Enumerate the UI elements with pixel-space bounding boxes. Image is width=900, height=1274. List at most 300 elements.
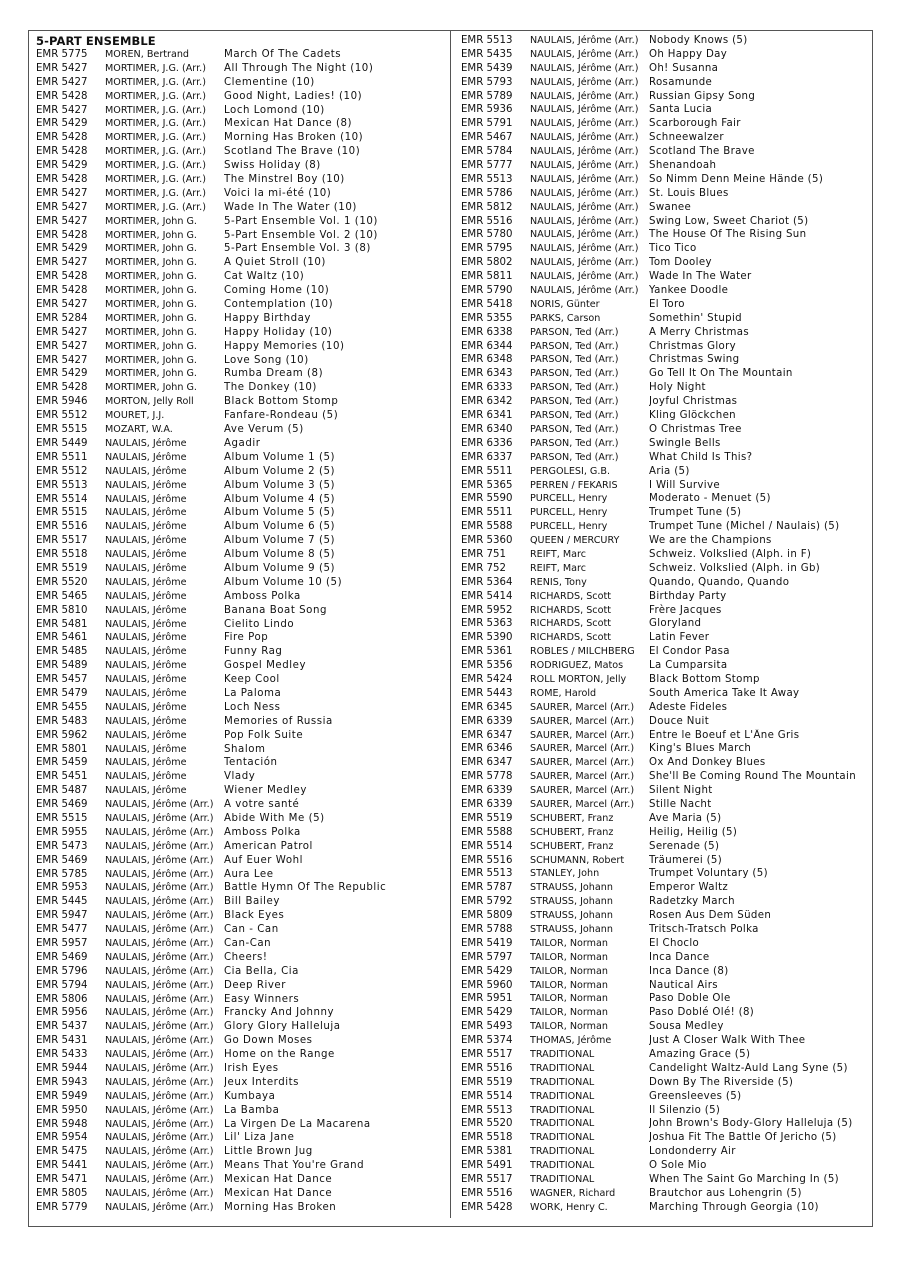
- composer-name: NAULAIS, Jérôme: [105, 604, 187, 616]
- composer-name: SAURER, Marcel (Arr.): [530, 715, 635, 727]
- composer-name: TRADITIONAL: [530, 1049, 595, 1061]
- catalog-number: EMR 5427: [36, 299, 88, 311]
- piece-title: Schweiz. Volkslied (Alph. in F): [649, 548, 812, 560]
- piece-title: Mexican Hat Dance (8): [224, 118, 353, 130]
- composer-name: NAULAIS, Jérôme (Arr.): [530, 90, 639, 102]
- catalog-entry: [36, 506, 336, 520]
- composer-name: NAULAIS, Jérôme: [105, 535, 187, 547]
- catalog-number: EMR 5588: [461, 521, 513, 533]
- catalog-number: EMR 5418: [461, 298, 513, 310]
- piece-title: Shenandoah: [649, 160, 717, 172]
- catalog-number: EMR 5513: [36, 479, 88, 491]
- piece-title: Kumbaya: [224, 1090, 276, 1102]
- catalog-number: EMR 5949: [36, 1090, 88, 1102]
- composer-name: MORTIMER, John G.: [105, 271, 197, 283]
- catalog-number: EMR 6339: [461, 715, 513, 727]
- catalog-number: EMR 751: [461, 548, 506, 560]
- catalog-entry: [36, 1020, 341, 1034]
- catalog-number: EMR 5429: [36, 368, 88, 380]
- catalog-number: EMR 5519: [461, 1076, 513, 1088]
- piece-title: She'll Be Coming Round The Mountain: [649, 771, 857, 783]
- catalog-number: EMR 5428: [36, 271, 88, 283]
- catalog-entry: [36, 381, 317, 395]
- catalog-number: EMR 5428: [461, 1201, 513, 1213]
- catalog-number: EMR 5483: [36, 715, 88, 727]
- catalog-number: EMR 5943: [36, 1076, 88, 1088]
- piece-title: Holy Night: [649, 382, 706, 394]
- piece-title: St. Louis Blues: [649, 187, 729, 199]
- catalog-entry: [36, 312, 312, 326]
- catalog-entry: [36, 145, 361, 159]
- catalog-number: EMR 5428: [36, 174, 88, 186]
- piece-title: Little Brown Jug: [224, 1146, 313, 1158]
- piece-title: Banana Boat Song: [224, 604, 327, 616]
- composer-name: PURCELL, Henry: [530, 493, 608, 505]
- catalog-number: EMR 5461: [36, 632, 88, 644]
- composer-name: NAULAIS, Jérôme: [105, 674, 187, 686]
- catalog-number: EMR 5428: [36, 382, 88, 394]
- catalog-entry: [36, 770, 256, 784]
- catalog-entry: [36, 229, 378, 243]
- piece-title: Battle Hymn Of The Republic: [224, 882, 387, 894]
- catalog-number: EMR 5429: [36, 160, 88, 172]
- composer-name: RODRIGUEZ, Matos: [530, 660, 624, 672]
- catalog-number: EMR 5947: [36, 910, 88, 922]
- piece-title: Mexican Hat Dance: [224, 1188, 333, 1200]
- catalog-number: EMR 5511: [461, 465, 513, 477]
- catalog-entry: [36, 548, 336, 562]
- catalog-number: EMR 5363: [461, 618, 513, 630]
- catalog-number: EMR 5812: [461, 201, 513, 213]
- composer-name: PARSON, Ted (Arr.): [530, 340, 619, 352]
- catalog-number: EMR 5491: [461, 1160, 513, 1172]
- catalog-number: EMR 5778: [461, 771, 513, 783]
- piece-title: Paso Doble Ole: [649, 993, 731, 1005]
- piece-title: Swingle Bells: [649, 437, 721, 449]
- piece-title: John Brown's Body-Glory Halleluja (5): [649, 1118, 853, 1130]
- catalog-number: EMR 5513: [461, 868, 513, 880]
- catalog-entry: [36, 854, 303, 868]
- composer-name: PARSON, Ted (Arr.): [530, 354, 619, 366]
- composer-name: NAULAIS, Jérôme (Arr.): [105, 1132, 214, 1144]
- composer-name: NAULAIS, Jérôme (Arr.): [105, 1076, 214, 1088]
- composer-name: NAULAIS, Jérôme: [105, 660, 187, 672]
- piece-title: Träumerei (5): [649, 854, 723, 866]
- piece-title: Jeux Interdits: [224, 1076, 300, 1088]
- composer-name: TAILOR, Norman: [530, 979, 608, 991]
- catalog-entry: [36, 604, 327, 618]
- catalog-number: EMR 6341: [461, 410, 513, 422]
- catalog-number: EMR 5795: [461, 243, 513, 255]
- composer-name: PERGOLESI, G.B.: [530, 465, 611, 477]
- piece-title: El Condor Pasa: [649, 646, 730, 658]
- catalog-number: EMR 5790: [461, 285, 513, 297]
- composer-name: NAULAIS, Jérôme (Arr.): [105, 1201, 214, 1213]
- composer-name: NAULAIS, Jérôme (Arr.): [105, 1146, 214, 1158]
- piece-title: Schneewalzer: [649, 132, 724, 144]
- piece-title: Cheers!: [224, 951, 268, 963]
- catalog-entry: [36, 659, 307, 673]
- catalog-number: EMR 5516: [461, 1187, 513, 1199]
- composer-name: MORTIMER, J.G. (Arr.): [105, 201, 206, 213]
- catalog-number: EMR 5801: [36, 743, 88, 755]
- piece-title: Loch Ness: [224, 701, 281, 713]
- piece-title: Ave Verum (5): [224, 424, 304, 436]
- composer-name: NAULAIS, Jérôme (Arr.): [105, 951, 214, 963]
- catalog-number: EMR 5437: [36, 1021, 88, 1033]
- catalog-number: EMR 5360: [461, 535, 513, 547]
- composer-name: SAURER, Marcel (Arr.): [530, 771, 635, 783]
- composer-name: MORTIMER, John G.: [105, 340, 197, 352]
- piece-title: Bill Bailey: [224, 896, 280, 908]
- catalog-number: EMR 6347: [461, 757, 513, 769]
- composer-name: NAULAIS, Jérôme (Arr.): [530, 118, 639, 130]
- composer-name: NAULAIS, Jérôme (Arr.): [105, 938, 214, 949]
- catalog-number: EMR 5428: [36, 90, 88, 102]
- composer-name: SCHUBERT, Franz: [530, 826, 614, 838]
- piece-title: Scarborough Fair: [649, 118, 741, 130]
- catalog-number: EMR 5428: [36, 132, 88, 144]
- composer-name: MORTIMER, John G.: [105, 326, 197, 338]
- composer-name: TRADITIONAL: [530, 1174, 595, 1186]
- piece-title: Voici la mi-été (10): [224, 187, 332, 199]
- catalog-number: EMR 5775: [36, 49, 88, 60]
- piece-title: Silent Night: [649, 785, 713, 797]
- catalog-entry: [36, 479, 336, 493]
- composer-name: MORTIMER, John G.: [105, 382, 197, 394]
- catalog-number: EMR 5477: [36, 924, 88, 936]
- piece-title: Abide With Me (5): [224, 812, 325, 824]
- composer-name: TAILOR, Norman: [530, 951, 608, 963]
- composer-name: NAULAIS, Jérôme (Arr.): [105, 965, 214, 977]
- piece-title: Adeste Fideles: [649, 701, 728, 713]
- composer-name: NAULAIS, Jérôme (Arr.): [105, 840, 214, 852]
- composer-name: SAURER, Marcel (Arr.): [530, 743, 635, 755]
- composer-name: NAULAIS, Jérôme (Arr.): [530, 285, 639, 297]
- composer-name: SCHUBERT, Franz: [530, 840, 614, 852]
- composer-name: QUEEN / MERCURY: [530, 535, 620, 547]
- piece-title: Aura Lee: [224, 868, 274, 880]
- catalog-entry: [36, 1104, 280, 1118]
- composer-name: SCHUBERT, Franz: [530, 812, 614, 824]
- composer-name: TRADITIONAL: [530, 1104, 595, 1116]
- composer-name: PARSON, Ted (Arr.): [530, 451, 619, 463]
- piece-title: Serenade (5): [649, 840, 720, 852]
- composer-name: NAULAIS, Jérôme (Arr.): [530, 35, 639, 46]
- piece-title: Album Volume 3 (5): [224, 479, 336, 491]
- composer-name: STRAUSS, Johann: [530, 882, 613, 894]
- catalog-number: EMR 5469: [36, 854, 88, 866]
- catalog-entry: [36, 354, 309, 368]
- composer-name: MORTIMER, J.G. (Arr.): [105, 90, 206, 102]
- catalog-number: EMR 5590: [461, 493, 513, 505]
- composer-name: NAULAIS, Jérôme (Arr.): [105, 1090, 214, 1102]
- piece-title: Trumpet Voluntary (5): [649, 868, 768, 880]
- catalog-number: EMR 5433: [36, 1049, 88, 1061]
- composer-name: NAULAIS, Jérôme: [105, 701, 187, 713]
- piece-title: I Will Survive: [649, 479, 720, 491]
- catalog-number: EMR 5381: [461, 1146, 513, 1158]
- piece-title: Funny Rag: [224, 646, 283, 658]
- catalog-number: EMR 5479: [36, 687, 88, 699]
- piece-title: Aria (5): [649, 465, 690, 477]
- catalog-entry: [36, 117, 353, 131]
- composer-name: NAULAIS, Jérôme (Arr.): [105, 1118, 214, 1130]
- piece-title: Greensleeves (5): [649, 1090, 742, 1102]
- piece-title: Wade In The Water: [649, 271, 752, 283]
- composer-name: RICHARDS, Scott: [530, 632, 611, 644]
- catalog-number: EMR 5427: [36, 104, 88, 116]
- catalog-entry: [36, 1048, 335, 1062]
- composer-name: NAULAIS, Jérôme (Arr.): [105, 826, 214, 838]
- composer-name: PARSON, Ted (Arr.): [530, 368, 619, 380]
- piece-title: Schweiz. Volkslied (Alph. in Gb): [649, 562, 821, 574]
- composer-name: NAULAIS, Jérôme (Arr.): [105, 1049, 214, 1061]
- catalog-number: EMR 5954: [36, 1132, 88, 1144]
- catalog-number: EMR 5520: [461, 1118, 513, 1130]
- piece-title: Happy Holiday (10): [224, 326, 333, 338]
- catalog-number: EMR 5962: [36, 729, 88, 741]
- catalog-number: EMR 5960: [461, 979, 513, 991]
- composer-name: NAULAIS, Jérôme (Arr.): [105, 910, 214, 922]
- composer-name: NAULAIS, Jérôme (Arr.): [105, 1188, 214, 1200]
- piece-title: O Christmas Tree: [649, 423, 742, 435]
- catalog-number: EMR 5953: [36, 882, 88, 894]
- composer-name: NAULAIS, Jérôme: [105, 757, 187, 769]
- piece-title: Christmas Glory: [649, 340, 737, 352]
- piece-title: Inca Dance: [649, 951, 710, 963]
- piece-title: Can - Can: [224, 924, 279, 936]
- piece-title: Keep Cool: [224, 674, 280, 686]
- catalog-number: EMR 5475: [36, 1146, 88, 1158]
- composer-name: RICHARDS, Scott: [530, 604, 611, 616]
- catalog-entry: [36, 562, 336, 576]
- catalog-entry: [36, 576, 343, 590]
- piece-title: Quando, Quando, Quando: [649, 576, 790, 588]
- piece-title: Fanfare-Rondeau (5): [224, 410, 339, 422]
- piece-title: Down By The Riverside (5): [649, 1076, 794, 1088]
- piece-title: Wiener Medley: [224, 785, 307, 797]
- catalog-entry: [36, 826, 301, 840]
- piece-title: Mexican Hat Dance: [224, 1174, 333, 1186]
- catalog-number: EMR 5427: [36, 215, 88, 227]
- composer-name: PARKS, Carson: [530, 312, 601, 324]
- catalog-number: EMR 5956: [36, 1007, 88, 1019]
- piece-title: Douce Nuit: [649, 715, 710, 727]
- catalog-entry: [36, 437, 261, 451]
- composer-name: SCHUMANN, Robert: [530, 854, 625, 866]
- catalog-entry: [36, 1006, 335, 1020]
- piece-title: 5-Part Ensemble Vol. 2 (10): [224, 229, 378, 241]
- composer-name: TAILOR, Norman: [530, 993, 608, 1005]
- piece-title: 5-Part Ensemble Vol. 3 (8): [224, 243, 371, 255]
- catalog-number: EMR 5794: [36, 979, 88, 991]
- piece-title: March Of The Cadets: [224, 49, 342, 60]
- piece-title: Album Volume 10 (5): [224, 576, 343, 588]
- catalog-number: EMR 5459: [36, 757, 88, 769]
- piece-title: Tom Dooley: [649, 257, 712, 269]
- composer-name: STRAUSS, Johann: [530, 924, 613, 935]
- catalog-entry: [36, 367, 324, 381]
- composer-name: NAULAIS, Jérôme: [105, 479, 187, 491]
- composer-name: NORIS, Günter: [530, 298, 600, 310]
- piece-title: Happy Memories (10): [224, 340, 345, 352]
- catalog-entry: [36, 104, 325, 118]
- catalog-number: EMR 5780: [461, 229, 513, 241]
- piece-title: The House Of The Rising Sun: [649, 229, 807, 241]
- piece-title: Love Song (10): [224, 354, 309, 366]
- composer-name: NAULAIS, Jérôme (Arr.): [105, 1063, 214, 1075]
- composer-name: NAULAIS, Jérôme (Arr.): [530, 271, 639, 283]
- piece-title: When The Saint Go Marching In (5): [649, 1174, 839, 1186]
- composer-name: NAULAIS, Jérôme: [105, 549, 187, 561]
- catalog-number: EMR 5429: [461, 1007, 513, 1019]
- catalog-number: EMR 5936: [461, 104, 513, 116]
- catalog-entry: [36, 1076, 300, 1090]
- catalog-number: EMR 5797: [461, 951, 513, 963]
- catalog-number: EMR 5805: [36, 1188, 88, 1200]
- catalog-entry: [36, 493, 336, 507]
- composer-name: MORTIMER, J.G. (Arr.): [105, 118, 206, 130]
- catalog-number: EMR 5284: [36, 312, 88, 324]
- piece-title: Glory Glory Halleluja: [224, 1021, 341, 1033]
- catalog-entry: [36, 1201, 337, 1215]
- catalog-number: EMR 5515: [36, 507, 88, 519]
- catalog-number: EMR 5487: [36, 785, 88, 797]
- piece-title: La Bamba: [224, 1104, 280, 1116]
- composer-name: NAULAIS, Jérôme: [105, 507, 187, 519]
- composer-name: NAULAIS, Jérôme (Arr.): [105, 882, 214, 894]
- piece-title: Auf Euer Wohl: [224, 854, 303, 866]
- catalog-entry: [36, 840, 313, 854]
- piece-title: Cia Bella, Cia: [224, 965, 299, 977]
- piece-title: Gospel Medley: [224, 660, 307, 672]
- catalog-number: EMR 5467: [461, 132, 513, 144]
- composer-name: MORTIMER, J.G. (Arr.): [105, 76, 206, 88]
- catalog-number: EMR 5427: [36, 187, 88, 199]
- catalog-number: EMR 5355: [461, 312, 513, 324]
- piece-title: Birthday Party: [649, 590, 727, 602]
- catalog-number: EMR 5951: [461, 993, 513, 1005]
- catalog-entry: [36, 798, 300, 812]
- piece-title: Album Volume 2 (5): [224, 465, 336, 477]
- piece-title: Tico Tico: [649, 243, 697, 255]
- piece-title: Gloryland: [649, 618, 702, 630]
- piece-title: Paso Doblé Olé! (8): [649, 1007, 755, 1019]
- piece-title: Morning Has Broken (10): [224, 132, 364, 144]
- piece-title: Go Down Moses: [224, 1035, 313, 1047]
- catalog-number: EMR 5952: [461, 604, 513, 616]
- piece-title: Amboss Polka: [224, 826, 301, 838]
- piece-title: La Cumparsita: [649, 660, 728, 672]
- piece-title: Rosen Aus Dem Süden: [649, 910, 772, 922]
- catalog-number: EMR 5481: [36, 618, 88, 630]
- piece-title: Coming Home (10): [224, 285, 330, 297]
- catalog-entry: [36, 451, 336, 465]
- catalog-entry: [36, 687, 282, 701]
- piece-title: Marching Through Georgia (10): [649, 1201, 819, 1213]
- catalog-number: EMR 5517: [36, 535, 88, 547]
- composer-name: PARSON, Ted (Arr.): [530, 410, 619, 422]
- composer-name: MORTIMER, J.G. (Arr.): [105, 174, 206, 186]
- piece-title: Entre le Boeuf et L'Âne Gris: [649, 729, 800, 741]
- piece-title: Easy Winners: [224, 993, 300, 1005]
- catalog-number: EMR 5435: [461, 48, 513, 60]
- composer-name: NAULAIS, Jérôme (Arr.): [530, 201, 639, 213]
- catalog-number: EMR 5517: [461, 1049, 513, 1061]
- composer-name: SAURER, Marcel (Arr.): [530, 798, 635, 810]
- piece-title: South America Take It Away: [649, 687, 800, 699]
- catalog-number: EMR 6333: [461, 382, 513, 394]
- piece-title: We are the Champions: [649, 535, 772, 547]
- catalog-number: EMR 5361: [461, 646, 513, 658]
- catalog-entry: [36, 645, 283, 659]
- catalog-entry: [36, 270, 305, 284]
- piece-title: Somethin' Stupid: [649, 312, 742, 324]
- catalog-entry: [36, 242, 371, 256]
- catalog-number: EMR 5811: [461, 271, 513, 283]
- piece-title: Can-Can: [224, 938, 272, 949]
- catalog-number: EMR 5427: [36, 201, 88, 213]
- catalog-number: EMR 5431: [36, 1035, 88, 1047]
- catalog-number: EMR 5516: [461, 215, 513, 227]
- catalog-number: EMR 5365: [461, 479, 513, 491]
- catalog-number: EMR 5445: [36, 896, 88, 908]
- catalog-entry: [36, 326, 333, 340]
- catalog-number: EMR 5427: [36, 62, 88, 74]
- catalog-number: EMR 5428: [36, 146, 88, 158]
- composer-name: PURCELL, Henry: [530, 507, 608, 519]
- piece-title: Pop Folk Suite: [224, 729, 304, 741]
- catalog-number: EMR 6348: [461, 354, 513, 366]
- catalog-number: EMR 5588: [461, 826, 513, 838]
- catalog-entry: [36, 1118, 371, 1132]
- catalog-number: EMR 5514: [461, 1090, 513, 1102]
- composer-name: TRADITIONAL: [530, 1062, 595, 1074]
- piece-title: Inca Dance (8): [649, 965, 729, 977]
- piece-title: Ox And Donkey Blues: [649, 757, 766, 769]
- piece-title: Russian Gipsy Song: [649, 90, 756, 102]
- piece-title: What Child Is This?: [649, 451, 753, 463]
- composer-name: TAILOR, Norman: [530, 1007, 608, 1019]
- catalog-number: EMR 5439: [461, 62, 513, 74]
- catalog-number: EMR 5424: [461, 673, 513, 685]
- composer-name: RICHARDS, Scott: [530, 590, 611, 602]
- piece-title: Kling Glöckchen: [649, 410, 736, 422]
- composer-name: NAULAIS, Jérôme: [105, 451, 187, 463]
- composer-name: RICHARDS, Scott: [530, 618, 611, 630]
- catalog-entry: [36, 62, 374, 76]
- piece-title: Nautical Airs: [649, 979, 718, 991]
- composer-name: NAULAIS, Jérôme (Arr.): [530, 187, 639, 199]
- piece-title: Il Silenzio (5): [649, 1104, 721, 1116]
- catalog-number: EMR 5955: [36, 826, 88, 838]
- composer-name: TRADITIONAL: [530, 1118, 595, 1130]
- composer-name: SAURER, Marcel (Arr.): [530, 785, 635, 797]
- composer-name: PARSON, Ted (Arr.): [530, 326, 619, 338]
- catalog-number: EMR 5419: [461, 937, 513, 949]
- composer-name: NAULAIS, Jérôme: [105, 771, 187, 783]
- catalog-number: EMR 5519: [461, 812, 513, 824]
- catalog-entry: [36, 756, 278, 770]
- composer-name: STRAUSS, Johann: [530, 910, 613, 922]
- piece-title: Latin Fever: [649, 632, 710, 644]
- catalog-number: EMR 5784: [461, 146, 513, 158]
- composer-name: REIFT, Marc: [530, 548, 587, 560]
- catalog-entry: [36, 131, 364, 145]
- catalog-entry: [36, 1062, 279, 1076]
- composer-name: NAULAIS, Jérôme (Arr.): [530, 104, 639, 116]
